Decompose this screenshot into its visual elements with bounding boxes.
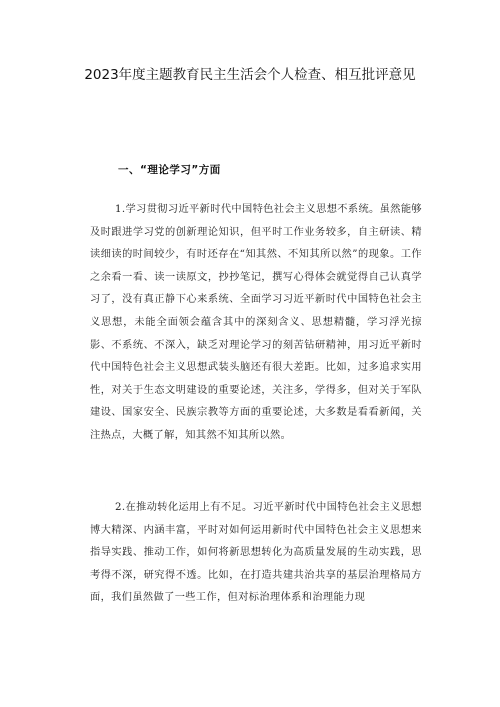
paragraph-1: 1.学习贯彻习近平新时代中国特色社会主义思想不系统。虽然能够及时跟进学习党的创新理论知识，但平时工作业务较多，自主研读、精读细读的时间较少，有时还存在“知其然、不知其所以然”的现象。工作之余看一看、读一读原文，抄抄笔记，撰写心得体会就觉得自己认真学习了，没有真正静下心来系统、全面学习习近平新时代中国特色社会主义思想，未能全面领会蕴含其中的深刻含义、思想精髓，学习浮光掠影、不系统、不深入，缺乏对理论学习的刻苦钻研精神，用习近平新时代中国特色社会主义思想武装头脑还有很大差距。比如，过多追求实用性，对关于生态文明建设的重要论述，关注多，学得多，但对关于军队建设、国家安全、民族宗教等方面的重要论述，大多数是看看新闻，关注热点，大概了解，知其然不知其所以然。 [90, 204, 422, 441]
paragraph-2: 2.在推动转化运用上有不足。习近平新时代中国特色社会主义思想博大精深、内涵丰富，平时对如何运用新时代中国特色社会主义思想来指导实践、推动工作，如何将新思想转化为高质量发展的生动实践，思考得不深，研究得不透。比如，在打造共建共治共享的基层治理格局方面，我们虽然做了一些工作，但对标治理体系和治理能力现 [90, 502, 422, 604]
section-heading: 一、“理论学习”方面 [118, 164, 221, 176]
document-title: 2023年度主题教育民主生活会个人检查、相互批评意见 [84, 67, 416, 83]
